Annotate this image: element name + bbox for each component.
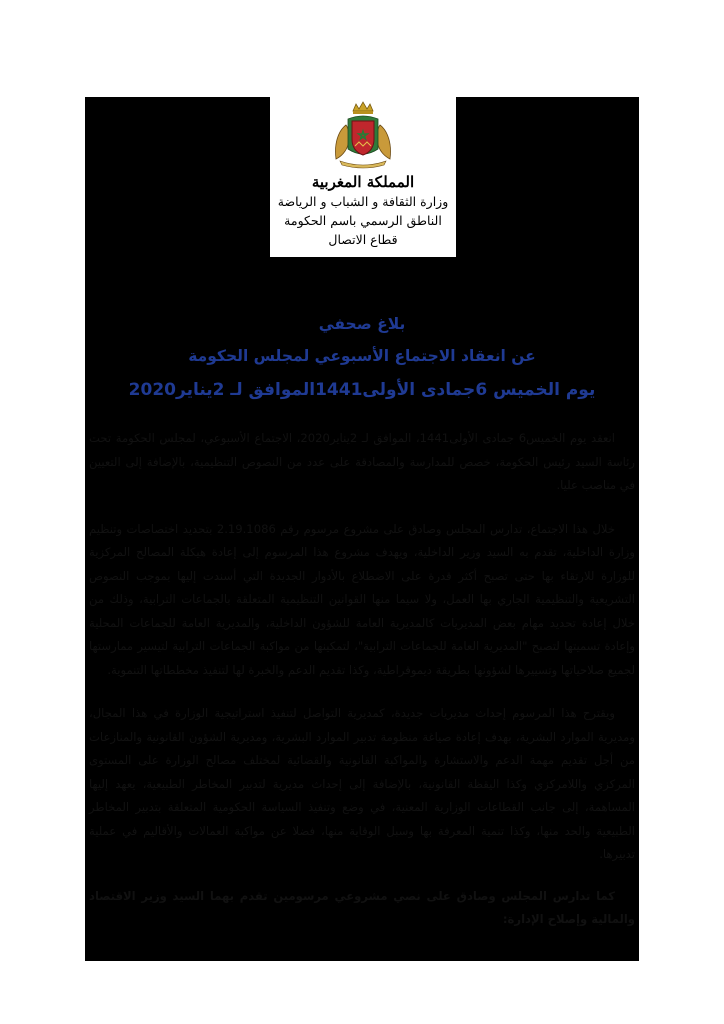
document-page [85,97,639,961]
paragraph: ويقترح هذا المرسوم إحداث مديريات جديدة، كمديرية التواصل لتنفيذ استراتيجية الوزارة في هذا المجال، ومديرية الموارد البشرية، بهدف إعادة صياغة منظومة تدبير الموارد البشرية، ومديرية الشؤون القانونية والمنازعات من أجل تقديم مهمة الدعم والاستشارة والمواكبة القانونية والقضائية لمختلف مصالح الوزارة على المستوى المركزي واللامركزي وكذا اليقظة القانونية، بالإضافة إلى إحداث مديرية لتدبير المخاطر الطبيعية، يعهد إليها المساهمة، إلى جانب القطاعات الوزارية المعنية، في وضع وتنفيذ السياسة الحكومية المتعلقة بتدبير المخاطر الطبيعية والحد منها، وكذا تنمية المعرفة بها وسبل الوقاية منها، فضلا عن مواكبة العمالات والأقاليم في عملية تدبيرها. [89,706,635,861]
letterhead-logo [270,97,456,257]
paragraph: خلال هذا الاجتماع، تدارس المجلس وصادق على مشروع مرسوم رقم 2.19.1086 بتحديد اختصاصات وتنظيم وزارة الداخلية، تقدم به السيد وزير الداخلية، ويهدف مشروع هذا المرسوم إلى إعادة هيكلة المصالح المركزية للوزارة للارتقاء بها حتى تصبح أكثر قدرة على الاضطلاع بالأدوار الجديدة التي أسندت إليها بموجب النصوص التشريعية والتنظيمية الجاري بها العمل، ولا سيما منها القوانين التنظيمية المتعلقة بالجماعات الترابية، وذلك من خلال إعادة تحديد مهام بعض المديريات كالمديرية العامة للشؤون الداخلية، والمديرية العامة للجماعات المحلية وإعادة تسميتها لتصبح "المديرية العامة للجماعات الترابية"، لتمكينها من مواكبة الجماعات الترابية لتيسير ممارستها لجميع صلاحياتها وتسييرها لشؤونها بطريقة ديموقراطية، وكذا تقديم الدعم والخبرة لها لتنفيذ مخططاتها التنموية. [89,521,635,677]
paragraph: كما تدارس المجلس وصادق على نصي مشروعي مرسومين تقدم بهما السيد وزير الاقتصاد والمالية وإصلاح الإدارة: [89,888,635,926]
letterhead-line-4: قطاع الاتصال [328,232,398,247]
coat-of-arms-icon [328,99,398,169]
paragraph: انعقد يوم الخميس6 جمادى الأولى1441، الموافق لـ 2يناير2020، الاجتماع الأسبوعي، لمجلس الحكومة تحت رئاسة السيد رئيس الحكومة، خصص للمدارسة والمصادقة على عدد من النصوص التنظيمية، بالإضافة إلى التعيين في مناصب عليا. [89,431,635,492]
letterhead-line-3: الناطق الرسمي باسم الحكومة [284,213,442,228]
document-subtitle: عن انعقاد الاجتماع الأسبوعي لمجلس الحكومة [188,347,536,365]
press-release-heading [95,309,629,405]
document-date: يوم الخميس 6جمادى الأولى1441الموافق لـ 2يناير2020 [128,380,596,400]
letterhead-line-2: وزارة الثقافة و الشباب و الرياضة [277,194,449,209]
document-body [89,427,635,952]
letterhead-line-1: المملكة المغربية [311,173,415,191]
document-title: بلاغ صحفي [318,315,406,333]
